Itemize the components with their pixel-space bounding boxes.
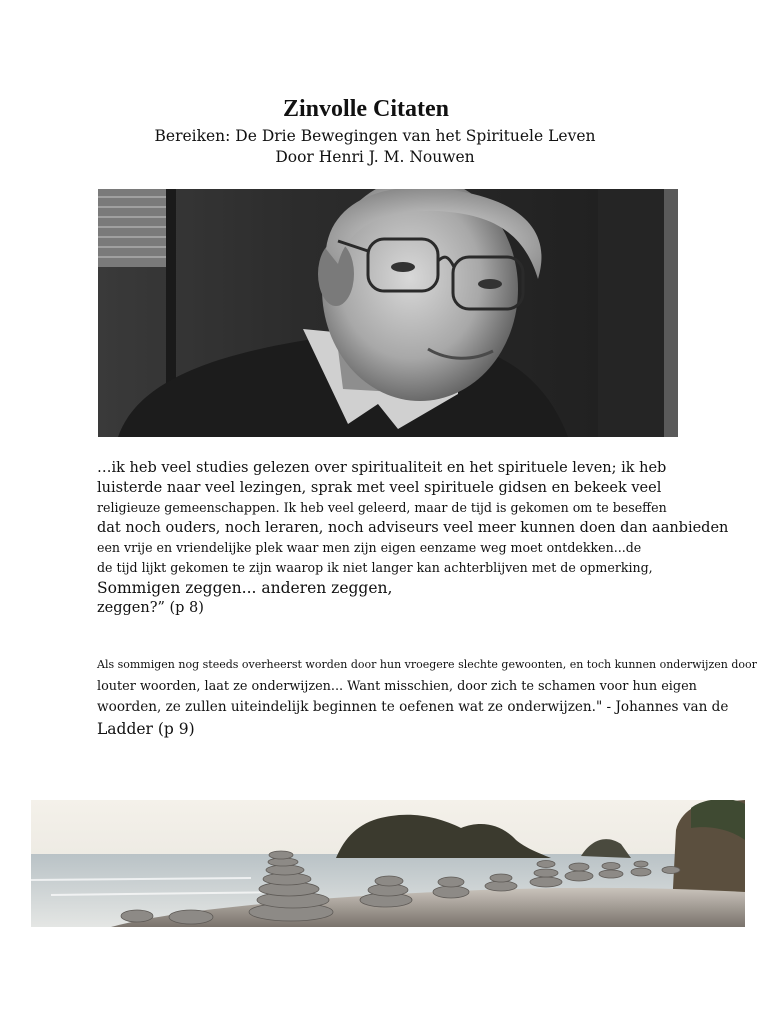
quote-1 bbox=[97, 458, 729, 618]
quote-2-line: louter woorden, laat ze onderwijzen... Want misschien, door zich te schamen voor hun eigen bbox=[97, 679, 697, 694]
quote-1-line: de tijd lijkt gekomen te zijn waarop ik niet langer kan achterblijven met de opmerking, bbox=[97, 560, 653, 575]
subtitle-book: Bereiken: De Drie Bewegingen van het Spirituele Leven bbox=[154, 127, 596, 145]
document-title: Zinvolle Citaten bbox=[283, 96, 449, 122]
quote-1-line: zeggen?” (p 8) bbox=[97, 600, 204, 616]
quote-1-line: een vrije en vriendelijke plek waar men zijn eigen eenzame weg moet ontdekken...de bbox=[97, 540, 642, 555]
quote-1-line: …ik heb veel studies gelezen over spiritualiteit en het spirituele leven; ik heb bbox=[97, 460, 667, 476]
quote-2 bbox=[97, 654, 757, 740]
subtitle-author: Door Henri J. M. Nouwen bbox=[275, 148, 475, 166]
quote-1-line: religieuze gemeenschappen. Ik heb veel geleerd, maar de tijd is gekomen om te beseffen bbox=[97, 500, 667, 515]
quote-1-line: luisterde naar veel lezingen, sprak met veel spirituele gidsen en bekeek veel bbox=[97, 480, 662, 496]
quote-2-line: woorden, ze zullen uiteindelijk beginnen te oefenen wat ze onderwijzen." - Johannes van de bbox=[97, 699, 729, 715]
document-subtitle bbox=[0, 126, 750, 168]
author-portrait-photo bbox=[98, 189, 678, 437]
quote-1-line: dat noch ouders, noch leraren, noch adviseurs veel meer kunnen doen dan aanbieden bbox=[97, 520, 729, 536]
quote-1-line: Sommigen zeggen... anderen zeggen, bbox=[97, 579, 393, 597]
beach-stones-banner bbox=[31, 800, 745, 927]
quote-2-line: Ladder (p 9) bbox=[97, 720, 195, 738]
quote-2-line: Als sommigen nog steeds overheerst worden door hun vroegere slechte gewoonten, en toch kunnen onderwijzen door bbox=[97, 658, 757, 671]
